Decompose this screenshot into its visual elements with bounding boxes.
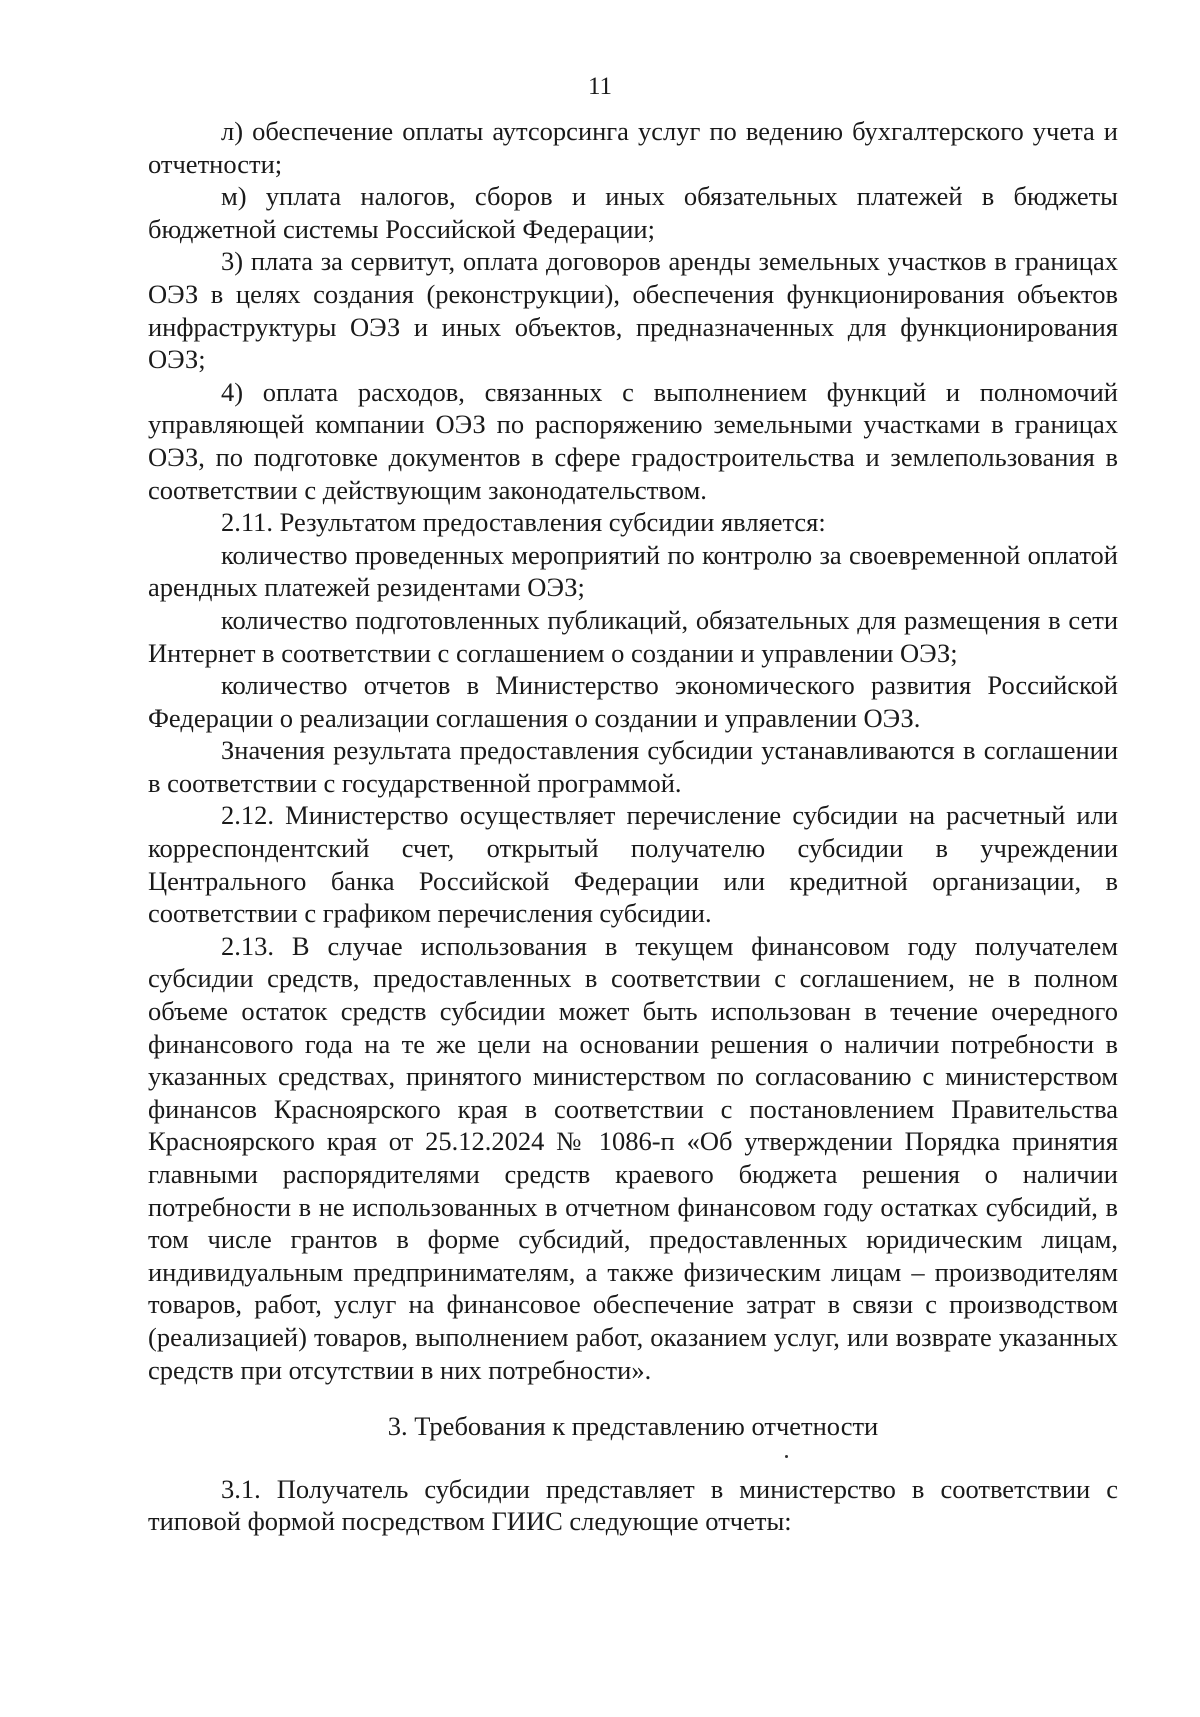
paragraph-result-1: количество проведенных мероприятий по контролю за своевременной оплатой арендных платежей резидентами ОЭЗ; xyxy=(148,539,1118,603)
paragraph-2-11: 2.11. Результатом предоставления субсидии является: xyxy=(221,507,826,538)
paragraph-result-values: Значения результата предоставления субсидии устанавливаются в соглашении в соответствии с государственной программой. xyxy=(148,735,1118,798)
paragraph-4: 4) оплата расходов, связанных с выполнением функций и полномочий управляющей компании ОЭЗ по распоряжению земельными участками в границах ОЭЗ, по подготовке документов в сфере градостроительства и землепользования в соответствии с действующим законодательством. xyxy=(148,376,1118,505)
scan-speck xyxy=(785,1455,788,1458)
page-number: 11 xyxy=(587,73,613,100)
section-heading: 3. Требования к представлению отчетности xyxy=(387,1411,879,1442)
paragraph-2-12: 2.12. Министерство осуществляет перечисление субсидии на расчетный или корреспондентский счет, открытый получателю субсидии в учреждении Центрального банка Российской Федерации или кредитной организации, в соответствии с графиком перечисления субсидии. xyxy=(148,800,1118,929)
paragraph-3: 3) плата за сервитут, оплата договоров аренды земельных участков в границах ОЭЗ в целях создания (реконструкции), обеспечения функционирования объектов инфраструктуры ОЭЗ и иных объектов, предназначенных для функционирования ОЭЗ; xyxy=(148,246,1118,375)
paragraph-l: л) обеспечение оплаты аутсорсинга услуг по ведению бухгалтерского учета и отчетности; xyxy=(148,116,1118,179)
paragraph-3-1: 3.1. Получатель субсидии представляет в министерство в соответствии с типовой формой посредством ГИИС следующие отчеты: xyxy=(148,1473,1118,1537)
paragraph-result-2: количество подготовленных публикаций, обязательных для размещения в сети Интернет в соответствии с соглашением о создании и управлении ОЭЗ; xyxy=(148,604,1118,668)
paragraph-2-13: 2.13. В случае использования в текущем финансовом году получателем субсидии средств, предоставленных в соответствии с соглашением, не в полном объеме остаток средств субсидии может быть использован в течение очередного финансового года на те же цели на основании решения о наличии потребности в указанных средствах, принятого министерством по согласованию с министерством финансов Красноярского края в соответствии с постановлением Правительства Красноярского края от 25.12.2024 № 1086-п «Об утверждении Порядка принятия главными распорядителями средств краевого бюджета решения о наличии потребности в не использованных в отчетном финансовом году остатках субсидий, в том числе грантов в форме субсидий, предоставленных юридическим лицам, индивидуальным предпринимателям, а также физическим лицам – производителям товаров, работ, услуг на финансовое обеспечение затрат в связи с производством (реализацией) товаров, выполнением работ, оказанием услуг, или возврате указанных средств при отсутствии в них потребности». xyxy=(148,930,1118,1385)
paragraph-result-3: количество отчетов в Министерство экономического развития Российской Федерации о реализации соглашения о создании и управлении ОЭЗ. xyxy=(148,670,1118,733)
paragraph-m: м) уплата налогов, сборов и иных обязательных платежей в бюджеты бюджетной системы Российской Федерации; xyxy=(148,181,1118,244)
document-body xyxy=(148,115,1118,1538)
